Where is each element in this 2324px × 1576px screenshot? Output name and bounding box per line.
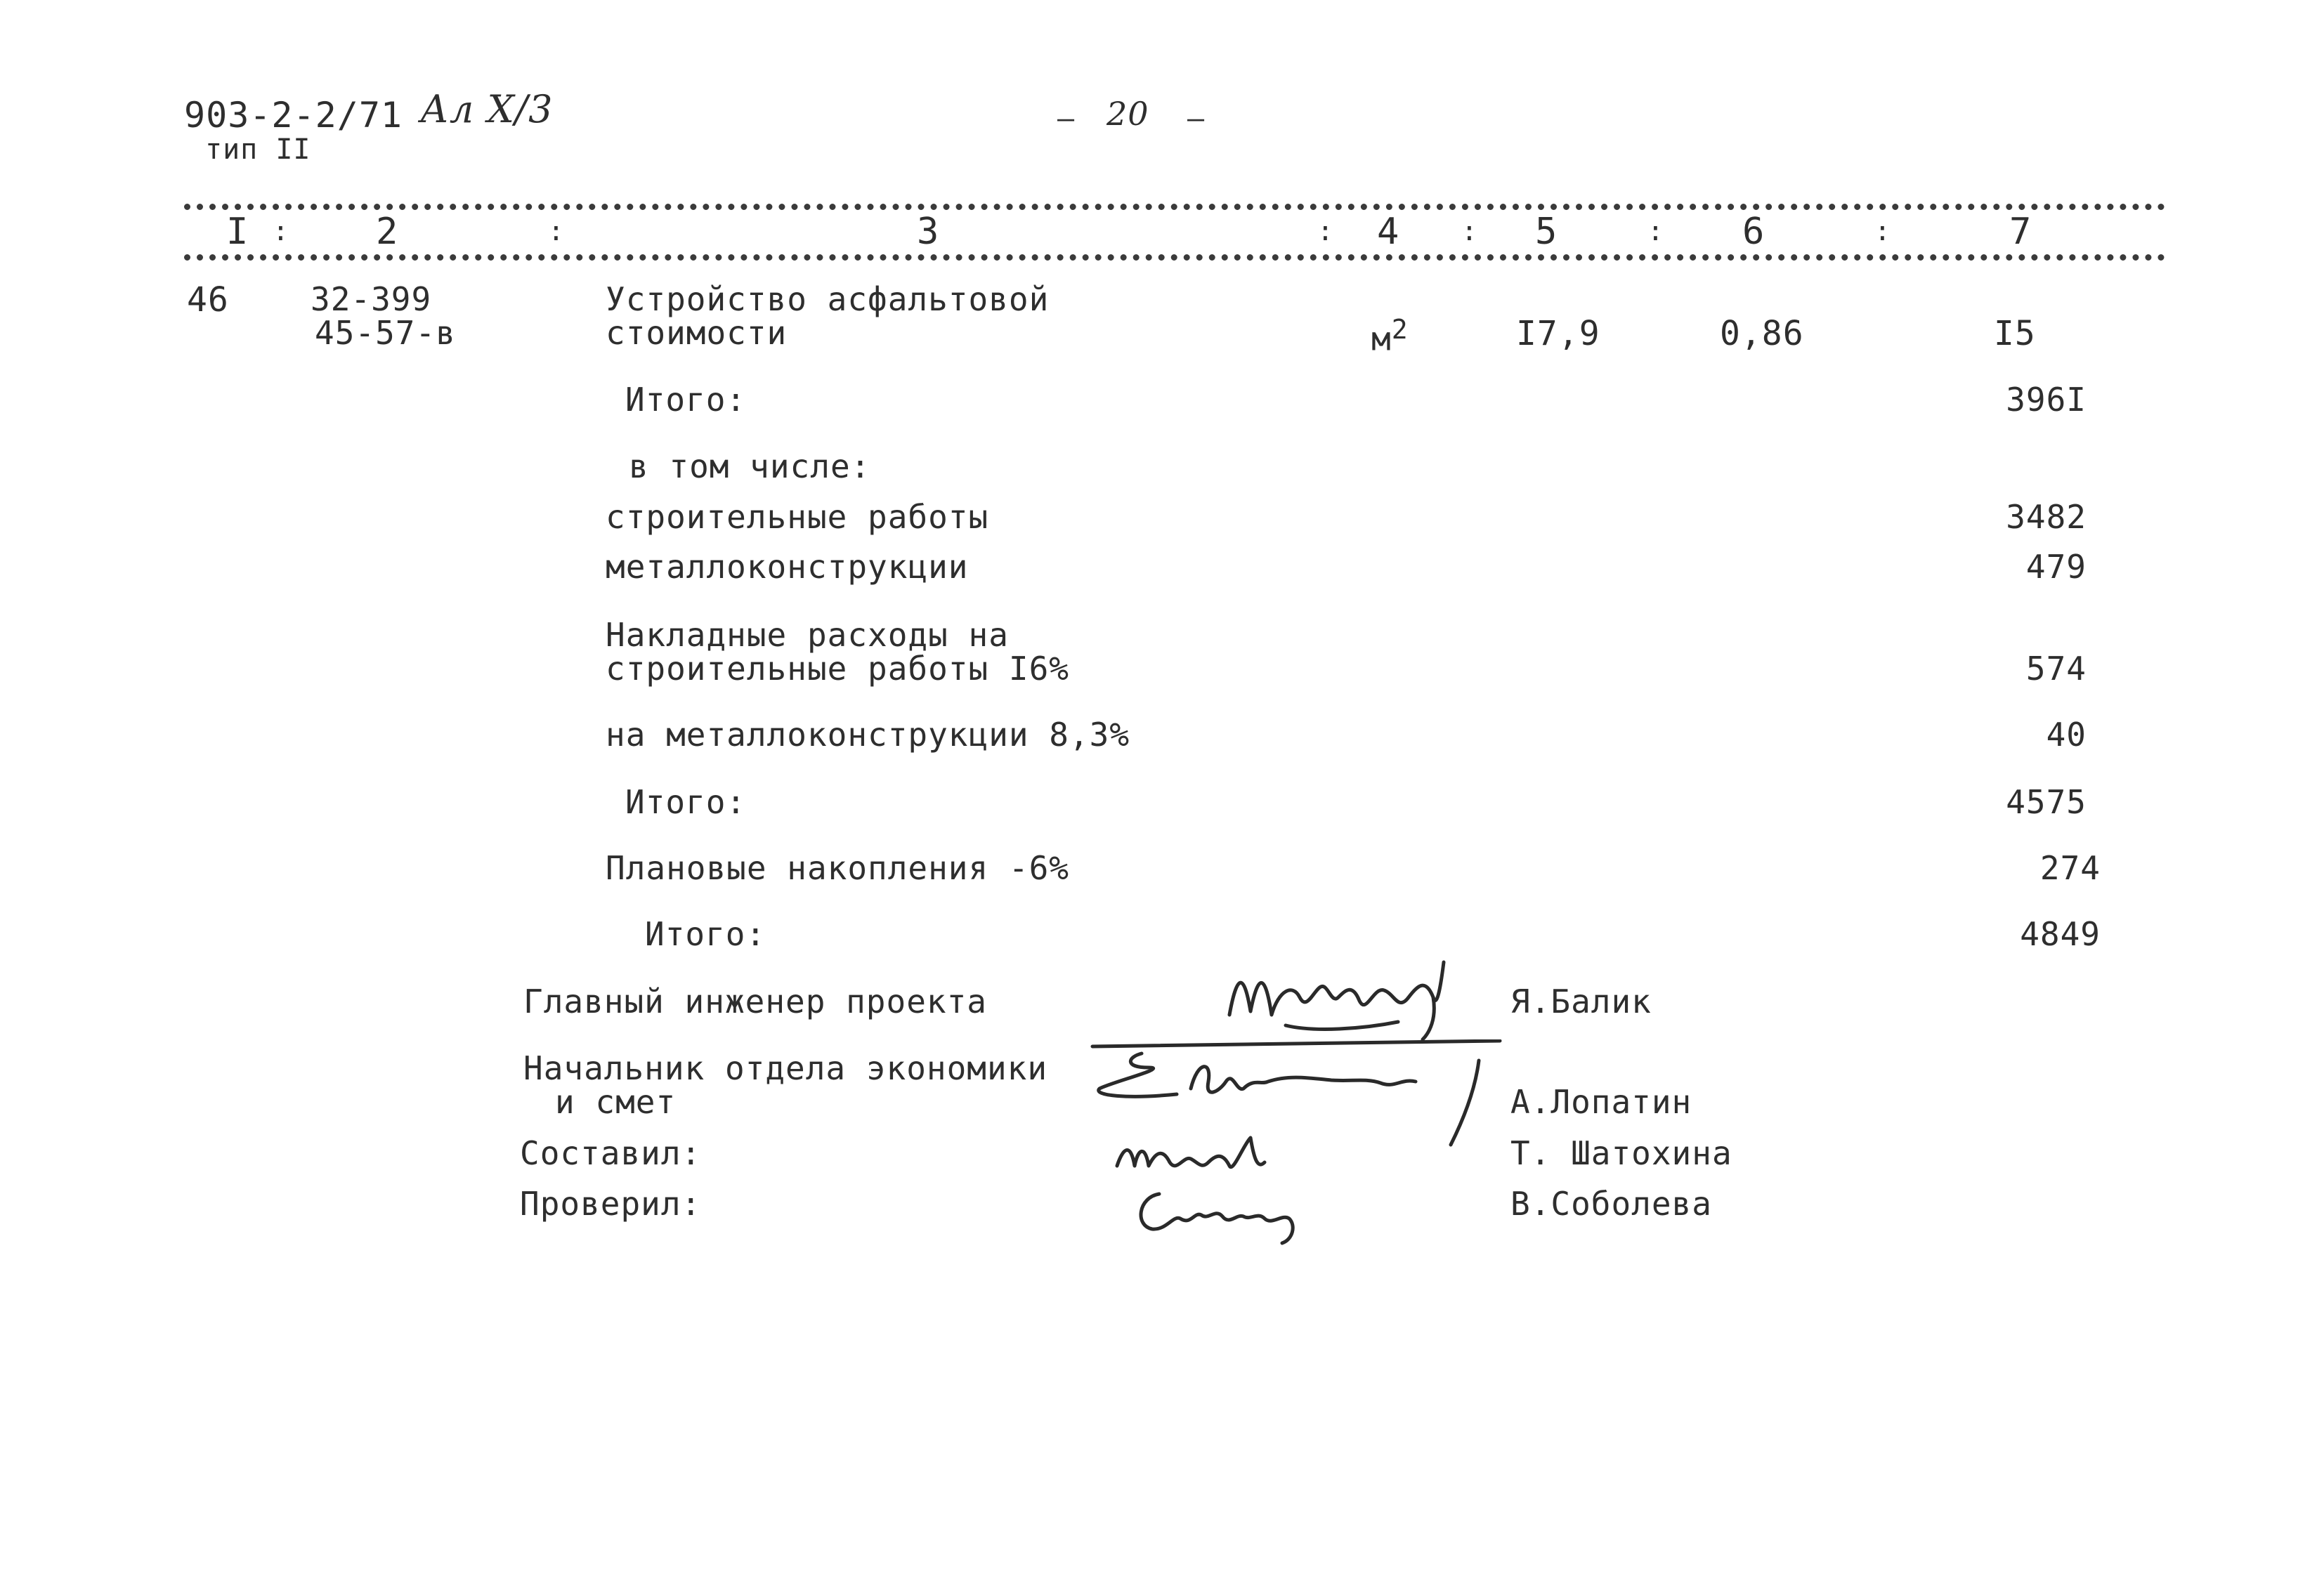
column-header-6: 6: [1742, 211, 1765, 253]
page-prefix: –: [1057, 103, 1076, 135]
total1-label: Итого:: [625, 381, 747, 419]
compiled-signature: [1110, 1131, 1321, 1187]
item-unit: $м^2$: [1371, 314, 1409, 358]
total2-label: Итого:: [625, 783, 747, 821]
column-separator-4: :: [1461, 216, 1478, 247]
metal-overhead-label: на металлоконструкции 8,3%: [606, 716, 1130, 754]
item-quantity: I7,9: [1516, 314, 1600, 353]
item-name-line2: стоимости: [606, 314, 788, 352]
column-separator-6: :: [1874, 216, 1891, 247]
total1-value: 396I: [2006, 381, 2087, 419]
column-separator-1: :: [273, 216, 289, 247]
total3-value: 4849: [2020, 915, 2101, 953]
checked-signature: [1131, 1187, 1328, 1250]
item-unit-exponent: 2: [1391, 314, 1409, 345]
chief-engineer-signature: [1222, 948, 1475, 1053]
compiled-label: Составил:: [520, 1134, 702, 1172]
type-label: тип II: [205, 133, 311, 166]
construction-label: строительные работы: [606, 498, 989, 536]
item-code-line1: 32-399: [311, 280, 432, 318]
table-header-rule: [184, 254, 2165, 261]
including-label: в том числе:: [629, 447, 871, 485]
column-separator-5: :: [1647, 216, 1664, 247]
column-header-5: 5: [1535, 211, 1558, 253]
compiled-name: Т. Шатохина: [1510, 1134, 1732, 1172]
item-code-line2: 45-57-в: [315, 314, 456, 352]
column-header-1: I: [226, 211, 249, 253]
column-header-2: 2: [376, 211, 399, 253]
metal-value: 479: [2025, 548, 2087, 586]
total2-value: 4575: [2006, 783, 2087, 821]
dept-head-line1: Начальник отдела экономики: [523, 1049, 1048, 1087]
album-mark: Ал X/3: [420, 87, 554, 131]
construction-value: 3482: [2006, 498, 2087, 536]
item-name-line1: Устройство асфальтовой: [606, 280, 1050, 318]
page-number: 20: [1106, 95, 1149, 133]
column-separator-3: :: [1317, 216, 1334, 247]
item-price: 0,86: [1720, 314, 1804, 353]
item-total: I5: [1994, 314, 2036, 353]
document-code: 903-2-2/71: [184, 95, 403, 136]
dept-head-name: А.Лопатин: [1510, 1083, 1692, 1121]
column-header-4: 4: [1377, 211, 1400, 253]
checked-label: Проверил:: [520, 1185, 702, 1223]
planned-label: Плановые накопления -6%: [606, 849, 1069, 887]
metal-overhead-value: 40: [2046, 716, 2087, 754]
overhead-value: 574: [2025, 650, 2087, 688]
chief-engineer-name: Я.Балик: [1510, 983, 1652, 1020]
checked-name: В.Соболева: [1510, 1185, 1712, 1223]
column-separator-2: :: [548, 216, 565, 247]
column-header-3: 3: [917, 211, 940, 253]
column-header-7: 7: [2009, 211, 2032, 253]
table-top-rule: [184, 204, 2165, 210]
metal-label: металлоконструкции: [606, 548, 969, 586]
overhead-line2: строительные работы I6%: [606, 650, 1069, 688]
chief-engineer-label: Главный инженер проекта: [523, 983, 987, 1020]
total3-label: Итого:: [645, 915, 766, 953]
page-suffix: –: [1187, 103, 1206, 135]
planned-value: 274: [2039, 849, 2101, 887]
item-number: 46: [187, 280, 229, 320]
dept-head-line2: и смет: [555, 1083, 677, 1121]
overhead-line1: Накладные расходы на: [606, 616, 1009, 654]
